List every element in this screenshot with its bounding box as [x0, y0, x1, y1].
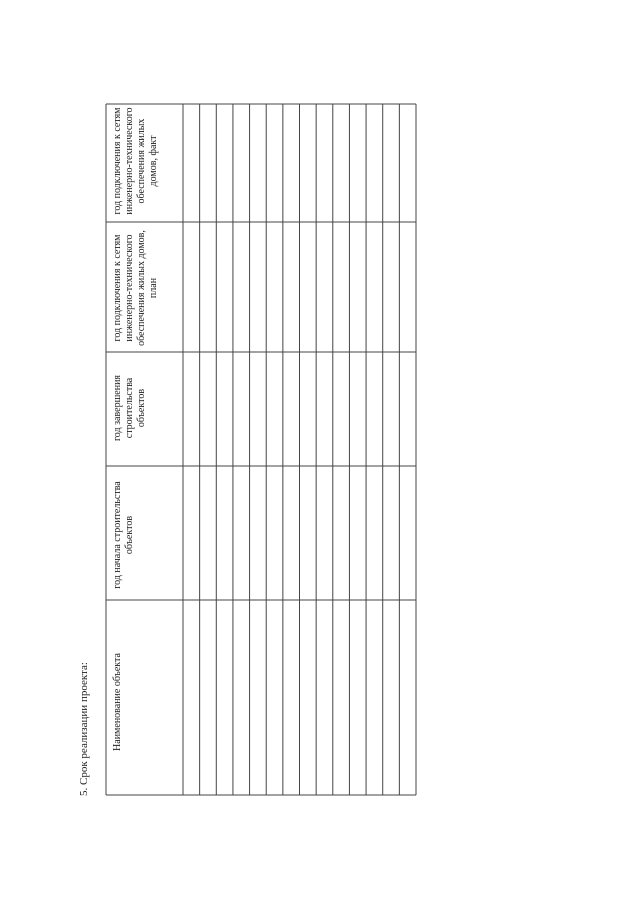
column-header-connection-plan: год подключения к сетям инженерно-технического обеспечения жилых домов, план — [112, 230, 159, 346]
column-header-construction-start: год начала строительства объектов — [112, 481, 135, 589]
section-title: 5. Срок реализации проекта: — [78, 662, 90, 796]
column-header-construction-end: год завершения строительства объектов — [112, 374, 147, 442]
column-header-connection-fact: год подключения к сетям инженерно-технического обеспечения жилых домов, факт — [112, 107, 159, 215]
column-header-object-name: Наименование объекта — [112, 653, 123, 751]
